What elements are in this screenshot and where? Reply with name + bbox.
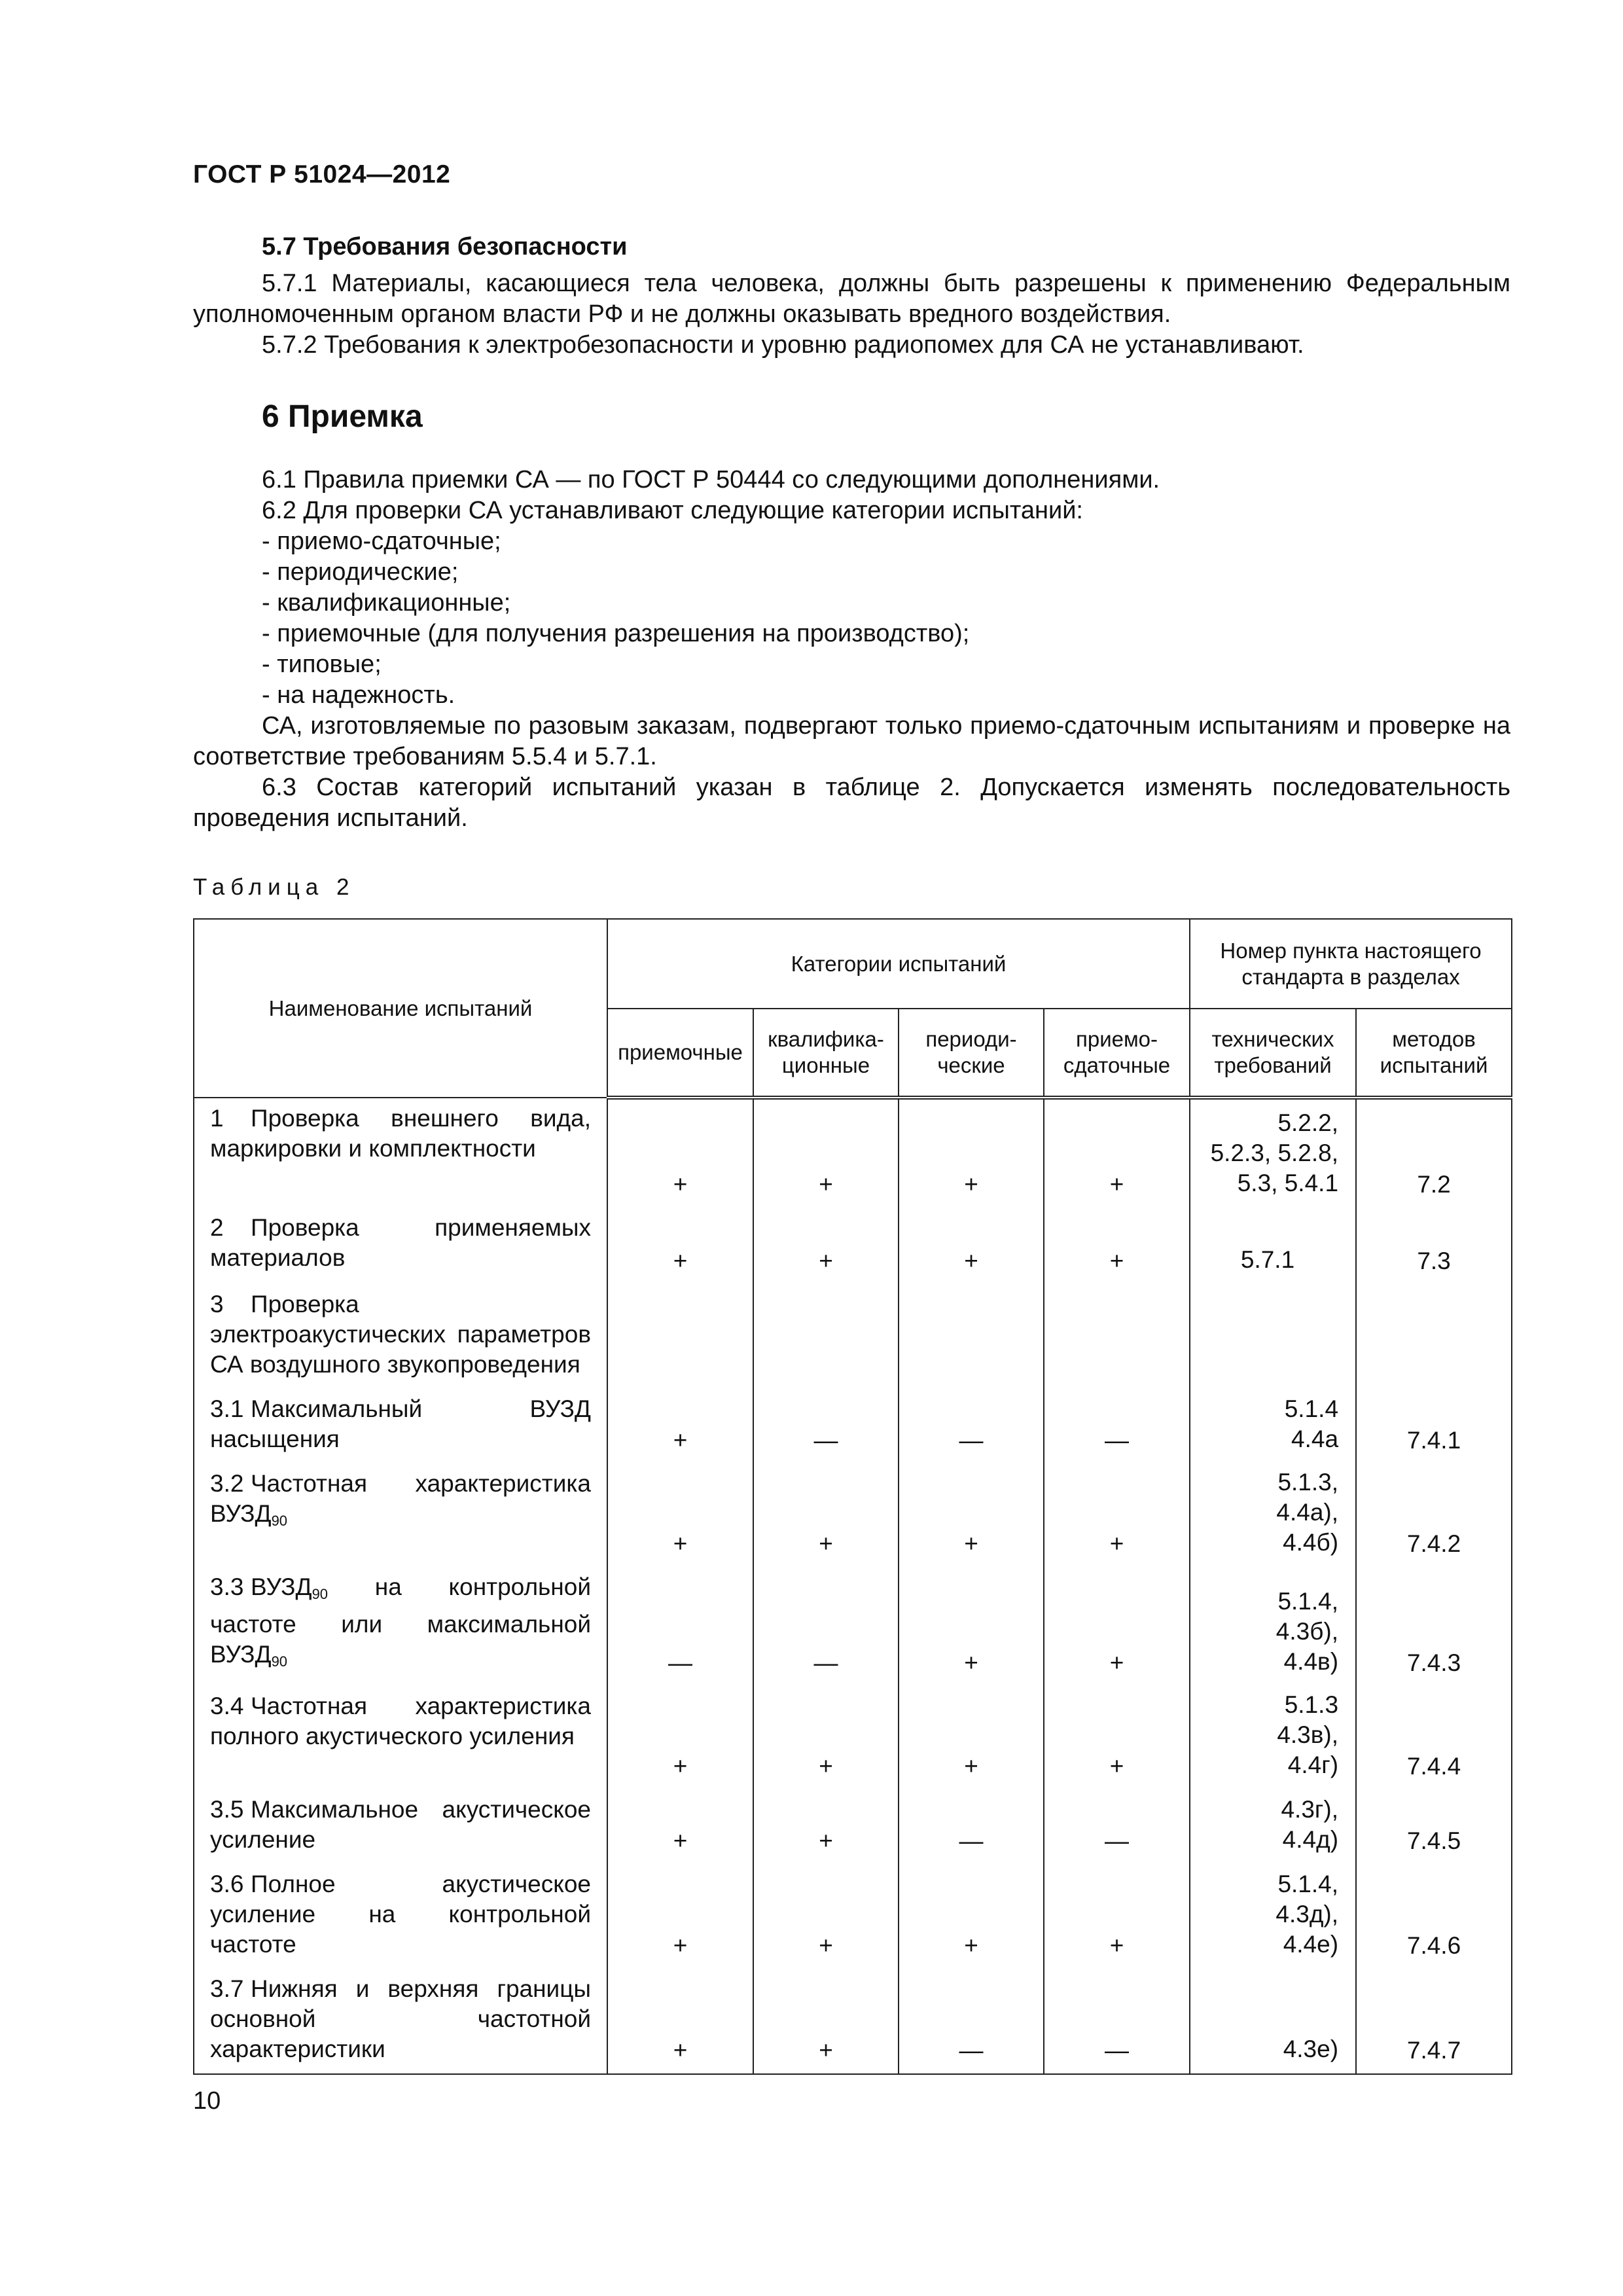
table-caption: Таблица 2: [193, 874, 355, 900]
cell-method-clause: 7.4.5: [1356, 1789, 1512, 1864]
cell-qualification: —: [753, 1567, 899, 1686]
cell-technical-clause: 5.2.2, 5.2.3, 5.2.8, 5.3, 5.4.1: [1190, 1098, 1356, 1208]
table-row: [194, 1686, 1512, 1789]
cell-delivery: +: [1044, 1864, 1190, 1969]
cell-technical-clause: 5.7.1: [1190, 1208, 1356, 1284]
list-item: - квалификационные;: [262, 589, 511, 617]
cell-technical-clause: 5.1.4, 4.3б), 4.4в): [1190, 1567, 1356, 1686]
cell-delivery: +: [1044, 1567, 1190, 1686]
table-row: [194, 1208, 1512, 1284]
row-name: 3.7 Нижняя и верхняя границы основной частотной характеристики: [194, 1969, 607, 2074]
paragraph-6-1: 6.1 Правила приемки СА — по ГОСТ Р 50444 со следующими дополнениями.: [262, 466, 1160, 493]
cell-delivery: —: [1044, 1389, 1190, 1463]
header-qualification: квалифика- ционные: [753, 1009, 899, 1098]
cell-method-clause: 7.3: [1356, 1208, 1512, 1284]
cell-delivery: [1044, 1284, 1190, 1389]
row-name: 2 Проверка применяемых материалов: [194, 1208, 607, 1284]
cell-qualification: +: [753, 1789, 899, 1864]
page-number: 10: [193, 2087, 221, 2115]
cell-technical-clause: [1190, 1284, 1356, 1389]
table-row: [194, 1969, 1512, 2074]
cell-periodic: —: [899, 1969, 1044, 2074]
paragraph-5-7-2: 5.7.2 Требования к электробезопасности и уровню радиопомех для СА не устанавливают.: [262, 331, 1304, 359]
list-item: - на надежность.: [262, 681, 455, 709]
cell-method-clause: 7.4.1: [1356, 1389, 1512, 1463]
paragraph-single-orders: СА, изготовляемые по разовым заказам, подвергают только приемо-сдаточным испытаниям и проверке на соответствие требованиям 5.5.4 и 5.7.1.: [193, 712, 1510, 770]
cell-acceptance: +: [607, 1686, 753, 1789]
cell-qualification: +: [753, 1208, 899, 1284]
paragraph-6-2: 6.2 Для проверки СА устанавливают следующие категории испытаний:: [262, 497, 1083, 524]
cell-periodic: +: [899, 1463, 1044, 1567]
cell-periodic: +: [899, 1567, 1044, 1686]
cell-acceptance: —: [607, 1567, 753, 1686]
header-acceptance: приемочные: [607, 1009, 753, 1098]
cell-periodic: +: [899, 1098, 1044, 1208]
cell-method-clause: 7.2: [1356, 1098, 1512, 1208]
cell-method-clause: 7.4.7: [1356, 1969, 1512, 2074]
list-item: - типовые;: [262, 651, 382, 678]
cell-technical-clause: 4.3е): [1190, 1969, 1356, 2074]
header-test-name: Наименование испытаний: [194, 919, 607, 1098]
header-delivery: приемо- сдаточные: [1044, 1009, 1190, 1098]
cell-acceptance: +: [607, 1864, 753, 1969]
cell-method-clause: 7.4.3: [1356, 1567, 1512, 1686]
header-clause-number: Номер пункта настоящего стандарта в разделах: [1190, 919, 1512, 1009]
cell-method-clause: [1356, 1284, 1512, 1389]
table-row: [194, 1284, 1512, 1389]
cell-delivery: —: [1044, 1789, 1190, 1864]
cell-periodic: [899, 1284, 1044, 1389]
cell-acceptance: +: [607, 1969, 753, 2074]
cell-qualification: —: [753, 1389, 899, 1463]
cell-delivery: +: [1044, 1208, 1190, 1284]
row-name: 3.3 $ВУЗД_{90}$ на контрольной частоте или максимальной $ВУЗД_{90}$: [194, 1567, 607, 1686]
cell-acceptance: +: [607, 1463, 753, 1567]
cell-periodic: +: [899, 1208, 1044, 1284]
cell-technical-clause: 5.1.4, 4.3д), 4.4е): [1190, 1864, 1356, 1969]
row-name: 3 Проверка электроакустических параметров СА воздушного звукопроведения: [194, 1284, 607, 1389]
table-row: [194, 1389, 1512, 1463]
cell-qualification: +: [753, 1463, 899, 1567]
row-name: 3.5 Максимальное акустическое усиление: [194, 1789, 607, 1864]
header-technical-requirements: технических требований: [1190, 1009, 1356, 1098]
cell-technical-clause: 4.3г), 4.4д): [1190, 1789, 1356, 1864]
section-5-7-heading: 5.7 Требования безопасности: [262, 233, 628, 260]
document-code: ГОСТ Р 51024—2012: [193, 160, 451, 188]
cell-periodic: +: [899, 1686, 1044, 1789]
cell-technical-clause: 5.1.3, 4.4а), 4.4б): [1190, 1463, 1356, 1567]
table-row: [194, 1789, 1512, 1864]
table-row: [194, 1567, 1512, 1686]
header-test-methods: методов испытаний: [1356, 1009, 1512, 1098]
cell-method-clause: 7.4.6: [1356, 1864, 1512, 1969]
cell-qualification: [753, 1284, 899, 1389]
cell-technical-clause: 5.1.3 4.3в), 4.4г): [1190, 1686, 1356, 1789]
cell-acceptance: +: [607, 1098, 753, 1208]
table-row: [194, 1463, 1512, 1567]
header-test-categories: Категории испытаний: [607, 919, 1190, 1009]
row-name: 1 Проверка внешнего вида, маркировки и комплектности: [194, 1098, 607, 1208]
cell-acceptance: [607, 1284, 753, 1389]
cell-acceptance: +: [607, 1789, 753, 1864]
cell-periodic: —: [899, 1389, 1044, 1463]
list-item: - приемо-сдаточные;: [262, 528, 501, 555]
list-item: - приемочные (для получения разрешения на производство);: [262, 620, 970, 647]
table-row: [194, 1098, 1512, 1208]
list-item: - периодические;: [262, 558, 459, 586]
cell-periodic: —: [899, 1789, 1044, 1864]
cell-delivery: +: [1044, 1463, 1190, 1567]
row-name: 3.6 Полное акустическое усиление на контрольной частоте: [194, 1864, 607, 1969]
section-6-heading: 6 Приемка: [262, 399, 423, 434]
cell-acceptance: +: [607, 1389, 753, 1463]
cell-qualification: +: [753, 1686, 899, 1789]
test-category-list: [262, 526, 969, 711]
paragraph-5-7-1: 5.7.1 Материалы, касающиеся тела человека, должны быть разрешены к применению Федеральным уполномоченным органом власти РФ и не должны оказывать вредного воздействия.: [193, 270, 1510, 328]
cell-delivery: —: [1044, 1969, 1190, 2074]
cell-qualification: +: [753, 1098, 899, 1208]
paragraph-6-3: 6.3 Состав категорий испытаний указан в таблице 2. Допускается изменять последовательность проведения испытаний.: [193, 774, 1510, 832]
tests-table: [193, 918, 1512, 2075]
cell-delivery: +: [1044, 1098, 1190, 1208]
row-name: 3.1 Максимальный ВУЗД насыщения: [194, 1389, 607, 1463]
row-name: 3.4 Частотная характеристика полного акустического усиления: [194, 1686, 607, 1789]
cell-qualification: +: [753, 1969, 899, 2074]
row-name: 3.2 Частотная характеристика $ВУЗД_{90}$: [194, 1463, 607, 1567]
table-row: [194, 1864, 1512, 1969]
header-periodic: периоди- ческие: [899, 1009, 1044, 1098]
cell-technical-clause: 5.1.4 4.4а: [1190, 1389, 1356, 1463]
cell-method-clause: 7.4.2: [1356, 1463, 1512, 1567]
cell-periodic: +: [899, 1864, 1044, 1969]
cell-acceptance: +: [607, 1208, 753, 1284]
cell-method-clause: 7.4.4: [1356, 1686, 1512, 1789]
cell-delivery: +: [1044, 1686, 1190, 1789]
cell-qualification: +: [753, 1864, 899, 1969]
